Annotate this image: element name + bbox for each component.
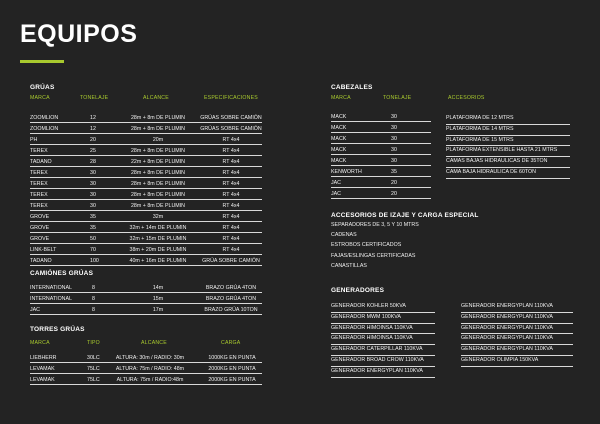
list-item: GENERADOR HIMOINSA 110KVA — [331, 334, 435, 345]
table-cell: RT 4x4 — [222, 169, 240, 176]
table-cell: INTERNATIONAL — [30, 284, 72, 291]
table-cell: 32m + 15m DE PLUMIN — [129, 235, 187, 242]
table-row — [331, 133, 431, 144]
table-cell: TEREX — [30, 180, 48, 187]
table-row — [30, 200, 262, 211]
table-cell: 28m + 8m DE PLUMIN — [130, 114, 185, 121]
column-header-carga: CARGA — [221, 340, 241, 346]
table-cell: 8 — [92, 284, 95, 291]
table-cell: RT 4x4 — [222, 235, 240, 242]
list-item: CADENAS — [331, 232, 357, 239]
table-row — [30, 134, 262, 145]
table-cell: ALTURA: 30m / RADIO: 30m — [115, 354, 185, 361]
table-cell: GRÚAS SOBRE CAMIÓN — [200, 114, 262, 121]
list-item: GENERADOR ENERGYPLAN 110KVA — [461, 324, 573, 335]
list-item: CAMAS BAJAS HIDRAULICAS DE 35TON — [446, 157, 570, 168]
table-row — [331, 166, 431, 177]
table-cell: RT 4x4 — [222, 224, 240, 231]
list-item: GENERADOR OLIMPIA 150KVA — [461, 356, 573, 367]
table-cell: JAC — [331, 179, 342, 186]
column-header-alcance: ALCANCE — [143, 95, 169, 101]
table-row — [30, 167, 262, 178]
table-cell: KENWORTH — [331, 168, 362, 175]
table-cell: 12 — [90, 114, 96, 121]
list-item: GENERADOR ENERGYPLAN 110KVA — [461, 345, 573, 356]
column-header-marca: MARCA — [331, 95, 351, 101]
table-cell: 32m + 14m DE PLUMIN — [129, 224, 187, 231]
table-cell: 75LC — [87, 365, 100, 372]
title-accent-bar — [20, 60, 64, 63]
table-cell: 8 — [92, 295, 95, 302]
list-item: PLATAFORMA DE 14 MTRS — [446, 125, 570, 136]
section-heading-izaje: ACCESORIOS DE IZAJE Y CARGA ESPECIAL — [331, 212, 479, 219]
list-item: GENERADOR ENERGYPLAN 110KVA — [461, 334, 573, 345]
table-cell: RT 4x4 — [222, 213, 240, 220]
table-cell: 25 — [90, 147, 96, 154]
table-cell: 14m — [152, 284, 164, 291]
table-cell: 2000KG EN PUNTA — [208, 376, 256, 383]
column-header-accesorios: ACCESORIOS — [448, 95, 485, 101]
table-cell: 8 — [92, 306, 95, 313]
table-cell: 30 — [391, 146, 397, 153]
table-cell: ZOOMLION — [30, 125, 59, 132]
table-cell: JAC — [331, 190, 342, 197]
gruas-table — [30, 112, 262, 266]
table-cell: 40m + 16m DE PLUMIN — [129, 257, 187, 264]
table-cell: 28m + 8m DE PLUMIN — [130, 169, 185, 176]
generadores-list-left — [331, 302, 435, 378]
table-cell: TADANO — [30, 257, 52, 264]
table-cell: 32m — [152, 213, 164, 220]
table-row — [30, 352, 262, 363]
column-header-tipo: TIPO — [87, 340, 100, 346]
table-cell: 38m + 20m DE PLUMIN — [129, 246, 187, 253]
table-cell: 30 — [90, 169, 96, 176]
list-item: CAMA BAJA HIDRAULICA DE 60TON — [446, 168, 570, 179]
list-item: GENERADOR HIMOINSA 110KVA — [331, 324, 435, 335]
column-header-especificaciones: ESPECIFICACIONES — [204, 95, 258, 101]
table-cell: 28m + 8m DE PLUMIN — [130, 180, 185, 187]
table-cell: BRAZO GRÚA 4TON — [205, 295, 257, 302]
table-cell: 30 — [90, 191, 96, 198]
table-cell: TEREX — [30, 191, 48, 198]
table-row — [30, 211, 262, 222]
table-cell: TEREX — [30, 169, 48, 176]
table-cell: LEVAMAK — [30, 365, 55, 372]
list-item: SEPARADORES DE 3, 5 Y 10 MTRS — [331, 222, 419, 228]
table-cell: RT 4x4 — [222, 202, 240, 209]
table-row — [30, 112, 262, 123]
list-item: FAJAS/ESLINGAS CERTIFICADAS — [331, 252, 416, 259]
table-cell: JAC — [30, 306, 41, 313]
table-cell: RT 4x4 — [222, 191, 240, 198]
table-row — [30, 282, 262, 293]
table-cell: MACK — [331, 124, 347, 131]
column-header-tonelaje: TONELAJE — [383, 95, 412, 101]
table-cell: MACK — [331, 157, 347, 164]
table-cell: 12 — [90, 125, 96, 132]
table-cell: MACK — [331, 146, 347, 153]
table-row — [331, 144, 431, 155]
generadores-list-right — [461, 302, 573, 367]
table-row — [331, 122, 431, 133]
column-header-marca: MARCA — [30, 95, 50, 101]
list-item: GENERADOR MWM 100KVA — [331, 313, 435, 324]
table-cell: ALTURA: 75m / RADIO: 48m — [115, 365, 185, 372]
table-row — [331, 177, 431, 188]
table-cell: 75LC — [87, 376, 100, 383]
list-item: ESTROBOS CERTIFICADOS — [331, 242, 402, 249]
section-heading-generadores: GENERADORES — [331, 287, 385, 294]
table-cell: 35 — [391, 168, 397, 175]
table-cell: 2000KG EN PUNTA — [208, 365, 256, 372]
table-cell: TADANO — [30, 158, 52, 165]
table-cell: 1000KG EN PUNTA — [208, 354, 256, 361]
table-cell: 35 — [90, 213, 96, 220]
table-cell: ALTURA: 75m / RADIO:48m — [116, 376, 184, 383]
table-cell: 30LC — [87, 354, 100, 361]
list-item: CANASTILLAS — [331, 262, 367, 269]
table-cell: GROVE — [30, 213, 50, 220]
table-cell: INTERNATIONAL — [30, 295, 72, 302]
table-cell: PH — [30, 136, 38, 143]
list-item: PLATAFORMA DE 15 MTRS — [446, 136, 570, 147]
table-row — [30, 293, 262, 304]
page-title: EQUIPOS — [20, 20, 138, 48]
table-cell: BRAZO GRÚA 4TON — [205, 284, 257, 291]
table-cell: 28m + 8m DE PLUMIN — [130, 202, 185, 209]
table-cell: 50 — [90, 235, 96, 242]
table-cell: 20 — [391, 190, 397, 197]
table-cell: 35 — [90, 224, 96, 231]
accesorios-list — [446, 114, 570, 179]
table-cell: 30 — [90, 202, 96, 209]
cabezales-table — [331, 111, 431, 199]
table-cell: 17m — [152, 306, 164, 313]
table-cell: MACK — [331, 135, 347, 142]
table-cell: ZOOMLION — [30, 114, 59, 121]
table-cell: LIEBHERR — [30, 354, 57, 361]
table-cell: GRÚAS SOBRE CAMIÓN — [200, 125, 262, 132]
table-cell: TEREX — [30, 147, 48, 154]
table-row — [331, 111, 431, 122]
table-row — [30, 255, 262, 266]
table-cell: GROVE — [30, 235, 50, 242]
table-cell: 28 — [90, 158, 96, 165]
table-row — [30, 156, 262, 167]
table-cell: 15m — [152, 295, 164, 302]
table-cell: RT 4x4 — [222, 246, 240, 253]
table-cell: TEREX — [30, 202, 48, 209]
camiones-table — [30, 282, 262, 315]
column-header-alcance: ALCANCE — [141, 340, 167, 346]
table-row — [30, 233, 262, 244]
table-cell: GROVE — [30, 224, 50, 231]
table-row — [30, 145, 262, 156]
table-cell: GRÚA SOBRE CAMIÓN — [202, 257, 260, 264]
table-cell: 22m + 8m DE PLUMIN — [130, 158, 185, 165]
table-cell: RT 4x4 — [222, 147, 240, 154]
table-cell: 70 — [90, 246, 96, 253]
table-row — [30, 222, 262, 233]
list-item: GENERADOR CATERPILLAR 110KVA — [331, 345, 435, 356]
table-cell: 30 — [391, 135, 397, 142]
table-row — [30, 304, 262, 315]
table-cell: 28m + 8m DE PLUMIN — [130, 125, 185, 132]
table-row — [30, 244, 262, 255]
table-row — [30, 363, 262, 374]
table-cell: 20 — [391, 179, 397, 186]
table-cell: 28m + 8m DE PLUMIN — [130, 147, 185, 154]
table-cell: RT 4x4 — [222, 180, 240, 187]
column-header-tonelaje: TONELAJE — [80, 95, 109, 101]
table-cell: 100 — [90, 257, 99, 264]
table-cell: MACK — [331, 113, 347, 120]
table-cell: RT 4x4 — [222, 158, 240, 165]
section-heading-cabezales: CABEZALES — [331, 84, 373, 91]
izaje-list — [331, 220, 419, 271]
table-row — [30, 123, 262, 134]
table-row — [331, 155, 431, 166]
table-row — [30, 178, 262, 189]
list-item: GENERADOR ENERGYPLAN 110KVA — [331, 367, 435, 378]
table-row — [30, 189, 262, 200]
table-cell: 30 — [391, 113, 397, 120]
list-item: GENERADOR ENERGYPLAN 110KVA — [461, 302, 573, 313]
table-cell: 20 — [90, 136, 96, 143]
table-cell: 30 — [391, 124, 397, 131]
table-cell: 30 — [391, 157, 397, 164]
table-cell: LINK-BELT — [30, 246, 57, 253]
table-cell: BRAZO GRÚA 10TON — [204, 306, 258, 313]
table-cell: 30 — [90, 180, 96, 187]
table-cell: 28m + 8m DE PLUMIN — [130, 191, 185, 198]
list-item: GENERADOR ENERGYPLAN 110KVA — [461, 313, 573, 324]
list-item: PLATAFORMA EXTENSIBLE HASTA 21 MTRS — [446, 146, 570, 157]
table-row — [331, 188, 431, 199]
table-cell: LEVAMAK — [30, 376, 55, 383]
list-item: GENERADOR KOHLER 50KVA — [331, 302, 435, 313]
table-row — [30, 374, 262, 385]
section-heading-camiones: CAMIÓNES GRÚAS — [30, 270, 94, 277]
section-heading-torres: TORRES GRÚAS — [30, 326, 85, 333]
table-cell: RT 4x4 — [222, 136, 240, 143]
list-item: GENERADOR BROAD CROW 110KVA — [331, 356, 435, 367]
section-heading-gruas: GRÚAS — [30, 84, 55, 91]
column-header-marca: MARCA — [30, 340, 50, 346]
torres-table — [30, 352, 262, 385]
table-cell: 20m — [152, 136, 164, 143]
list-item: PLATAFORMA DE 12 MTRS — [446, 114, 570, 125]
